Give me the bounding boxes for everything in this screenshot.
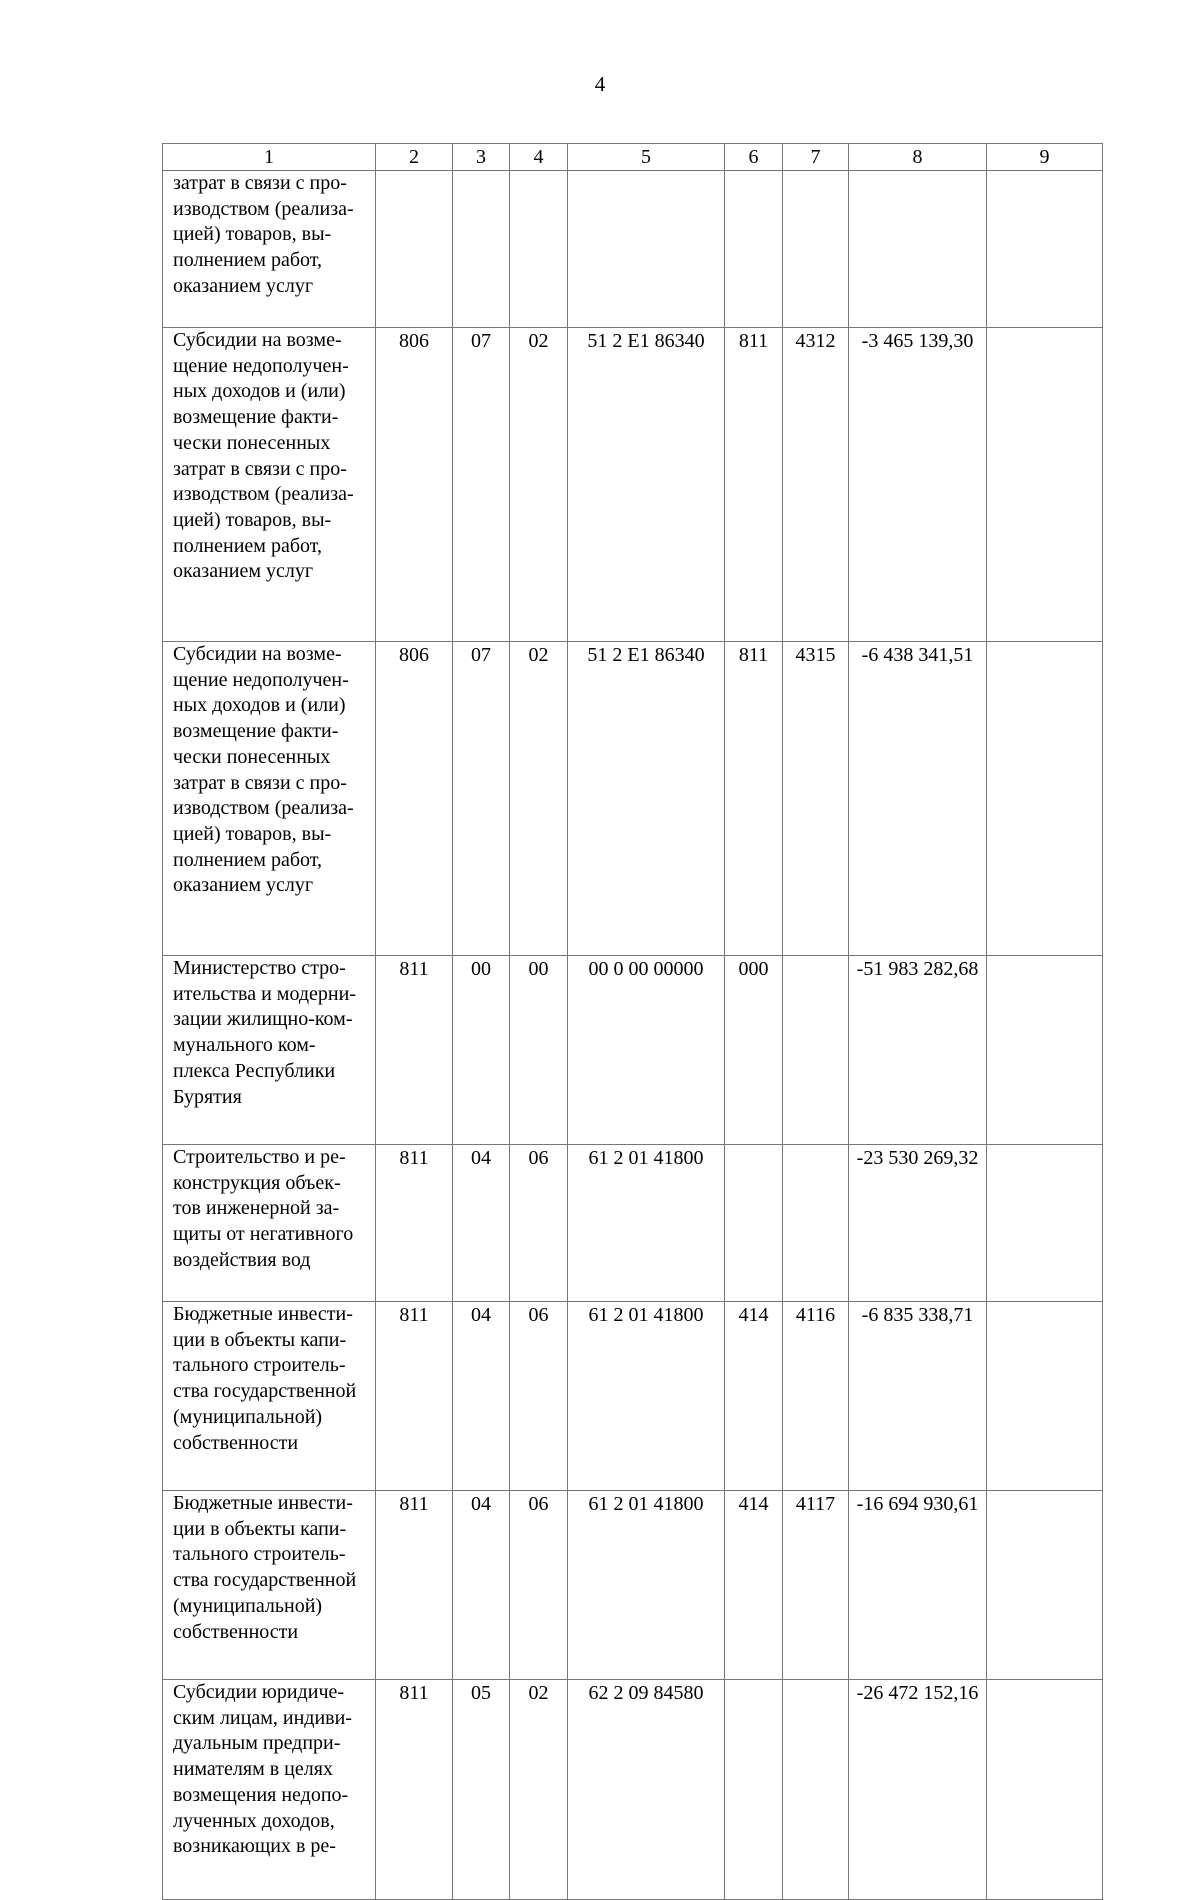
cell-note xyxy=(987,328,1103,642)
cell-item-name: Министерство стро- ительства и модерни- зации жилищно-ком- мунального ком- плекса Республики Бурятия xyxy=(163,956,376,1145)
column-header-8: 8 xyxy=(849,144,987,171)
cell-code-ministry: 811 xyxy=(376,1302,453,1491)
cell-code-ministry: 811 xyxy=(376,1680,453,1900)
cell-code-section: 04 xyxy=(453,1491,510,1680)
cell-code-expense-type xyxy=(725,171,783,328)
cell-code-ministry: 811 xyxy=(376,1491,453,1680)
cell-item-name: затрат в связи с про- изводством (реализа- цией) товаров, вы- полнением работ, оказанием услуг xyxy=(163,171,376,328)
page-number: 4 xyxy=(594,72,606,96)
cell-note xyxy=(987,1302,1103,1491)
cell-amount: -26 472 152,16 xyxy=(849,1680,987,1900)
cell-amount: -51 983 282,68 xyxy=(849,956,987,1145)
cell-code-ministry xyxy=(376,171,453,328)
cell-code-subsection: 06 xyxy=(510,1491,568,1680)
cell-code-target: 00 0 00 00000 xyxy=(568,956,725,1145)
table-row xyxy=(163,956,1103,1145)
cell-item-name: Строительство и ре- конструкция объек- тов инженерной за- щиты от негативного воздействия вод xyxy=(163,1145,376,1302)
cell-code-section: 04 xyxy=(453,1145,510,1302)
column-header-7: 7 xyxy=(783,144,849,171)
cell-code-target: 62 2 09 84580 xyxy=(568,1680,725,1900)
column-header-1: 1 xyxy=(163,144,376,171)
table-body xyxy=(163,171,1103,1900)
table-row xyxy=(163,1680,1103,1900)
cell-code-subsection: 06 xyxy=(510,1145,568,1302)
column-header-5: 5 xyxy=(568,144,725,171)
cell-code-section: 05 xyxy=(453,1680,510,1900)
cell-code-expense-type: 811 xyxy=(725,642,783,956)
cell-note xyxy=(987,956,1103,1145)
cell-code-kosgu: 4116 xyxy=(783,1302,849,1491)
column-header-4: 4 xyxy=(510,144,568,171)
cell-code-expense-type: 414 xyxy=(725,1491,783,1680)
cell-code-target xyxy=(568,171,725,328)
cell-item-name: Бюджетные инвести- ции в объекты капи- тального строитель- ства государственной (муниципальной) собственности xyxy=(163,1302,376,1491)
cell-note xyxy=(987,171,1103,328)
cell-amount: -6 835 338,71 xyxy=(849,1302,987,1491)
cell-code-ministry: 806 xyxy=(376,642,453,956)
cell-code-section: 00 xyxy=(453,956,510,1145)
table-row xyxy=(163,1302,1103,1491)
cell-code-expense-type: 000 xyxy=(725,956,783,1145)
cell-note xyxy=(987,1491,1103,1680)
cell-amount: -6 438 341,51 xyxy=(849,642,987,956)
cell-code-section: 07 xyxy=(453,328,510,642)
cell-code-ministry: 811 xyxy=(376,1145,453,1302)
cell-amount: -23 530 269,32 xyxy=(849,1145,987,1302)
cell-code-kosgu xyxy=(783,956,849,1145)
cell-code-expense-type xyxy=(725,1680,783,1900)
cell-code-subsection xyxy=(510,171,568,328)
cell-amount xyxy=(849,171,987,328)
column-header-6: 6 xyxy=(725,144,783,171)
cell-code-target: 61 2 01 41800 xyxy=(568,1302,725,1491)
cell-code-subsection: 00 xyxy=(510,956,568,1145)
cell-code-target: 61 2 01 41800 xyxy=(568,1145,725,1302)
column-header-9: 9 xyxy=(987,144,1103,171)
cell-code-target: 51 2 E1 86340 xyxy=(568,328,725,642)
table-row xyxy=(163,1145,1103,1302)
column-header-2: 2 xyxy=(376,144,453,171)
cell-amount: -16 694 930,61 xyxy=(849,1491,987,1680)
table-header-row xyxy=(163,144,1103,171)
cell-code-kosgu xyxy=(783,1145,849,1302)
cell-code-subsection: 06 xyxy=(510,1302,568,1491)
table-row xyxy=(163,171,1103,328)
table-row xyxy=(163,328,1103,642)
cell-code-section: 07 xyxy=(453,642,510,956)
cell-note xyxy=(987,642,1103,956)
cell-code-ministry: 811 xyxy=(376,956,453,1145)
cell-item-name: Субсидии на возме- щение недополучен- ных доходов и (или) возмещение факти- чески понесенных затрат в связи с про- изводством (реализа- цией) товаров, вы- полнением работ, оказанием услуг xyxy=(163,642,376,956)
cell-code-expense-type: 811 xyxy=(725,328,783,642)
cell-code-expense-type: 414 xyxy=(725,1302,783,1491)
cell-item-name: Субсидии юридиче- ским лицам, индиви- дуальным предпри- нимателям в целях возмещения недопо- лученных доходов, возникающих в ре- xyxy=(163,1680,376,1900)
cell-code-kosgu: 4312 xyxy=(783,328,849,642)
cell-code-target: 51 2 E1 86340 xyxy=(568,642,725,956)
table-row xyxy=(163,1491,1103,1680)
cell-item-name: Бюджетные инвести- ции в объекты капи- тального строитель- ства государственной (муниципальной) собственности xyxy=(163,1491,376,1680)
cell-code-kosgu: 4117 xyxy=(783,1491,849,1680)
cell-code-subsection: 02 xyxy=(510,1680,568,1900)
cell-code-target: 61 2 01 41800 xyxy=(568,1491,725,1680)
table-row xyxy=(163,642,1103,956)
cell-item-name: Субсидии на возме- щение недополучен- ных доходов и (или) возмещение факти- чески понесенных затрат в связи с про- изводством (реализа- цией) товаров, вы- полнением работ, оказанием услуг xyxy=(163,328,376,642)
cell-code-kosgu xyxy=(783,1680,849,1900)
cell-code-kosgu xyxy=(783,171,849,328)
budget-table xyxy=(162,143,1103,1900)
column-header-3: 3 xyxy=(453,144,510,171)
cell-amount: -3 465 139,30 xyxy=(849,328,987,642)
cell-code-kosgu: 4315 xyxy=(783,642,849,956)
cell-code-section: 04 xyxy=(453,1302,510,1491)
cell-code-ministry: 806 xyxy=(376,328,453,642)
cell-code-subsection: 02 xyxy=(510,642,568,956)
cell-code-subsection: 02 xyxy=(510,328,568,642)
cell-note xyxy=(987,1680,1103,1900)
cell-code-section xyxy=(453,171,510,328)
cell-code-expense-type xyxy=(725,1145,783,1302)
cell-note xyxy=(987,1145,1103,1302)
